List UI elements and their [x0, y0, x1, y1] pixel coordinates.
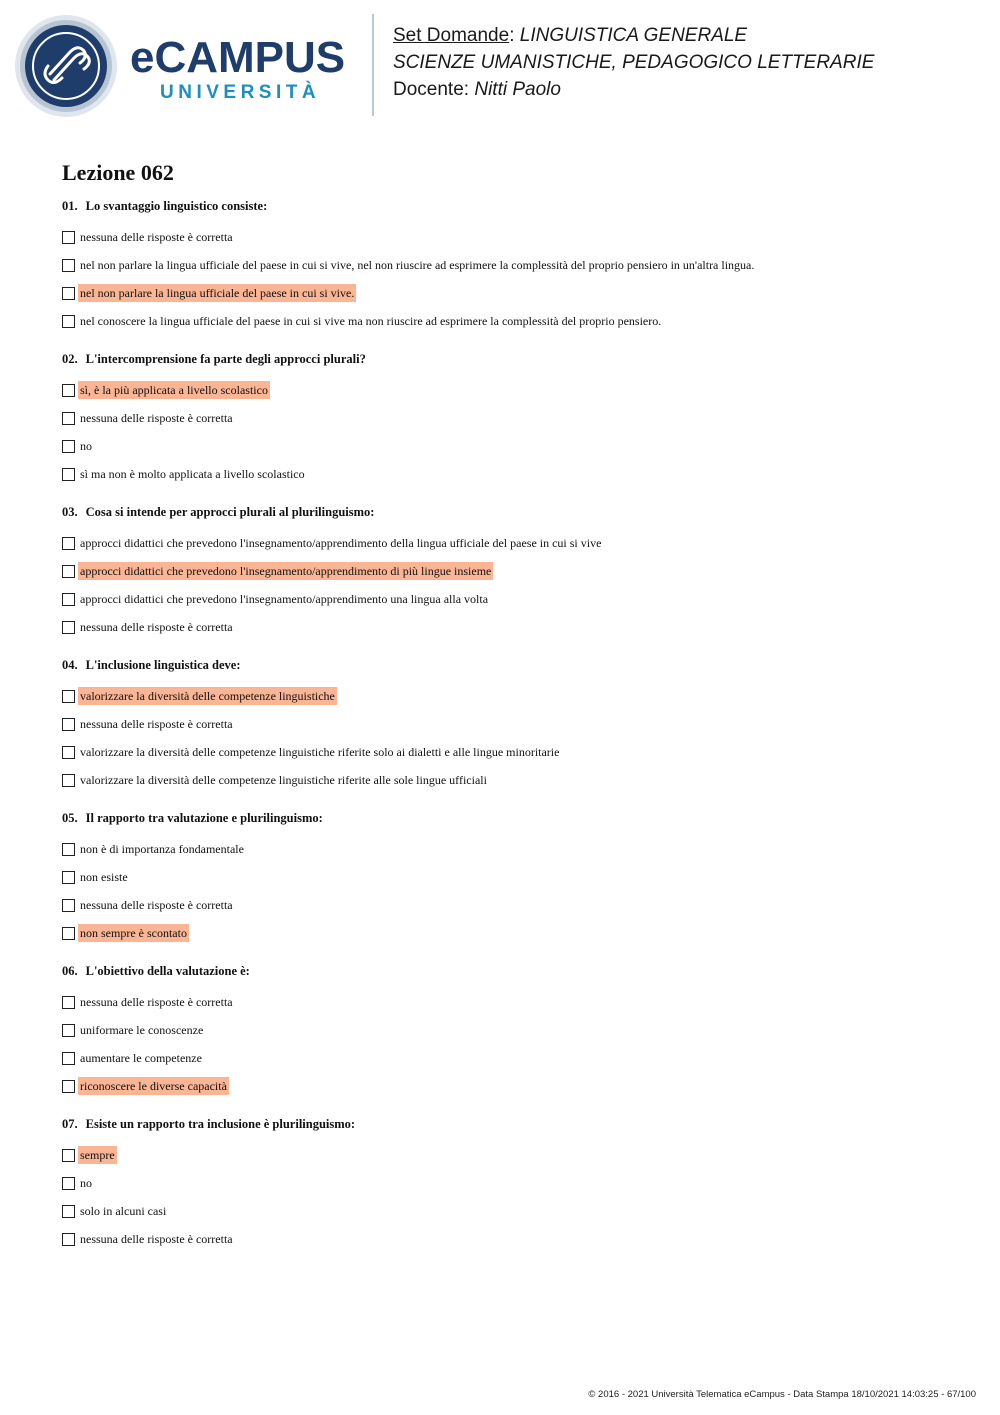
answer-checkbox[interactable]: [62, 1177, 75, 1190]
answer-option: [62, 1225, 962, 1253]
answer-checkbox[interactable]: [62, 996, 75, 1009]
answer-text: nel conoscere la lingua ufficiale del paese in cui si vive ma non riuscire ad esprimere la complessità del proprio pensiero.: [80, 314, 662, 328]
answer-checkbox[interactable]: [62, 1052, 75, 1065]
answer-checkbox[interactable]: [62, 621, 75, 634]
faculty-line: [393, 49, 874, 76]
answer-option: [62, 682, 962, 710]
answer-checkbox[interactable]: [62, 593, 75, 606]
answer-checkbox[interactable]: [62, 537, 75, 550]
answer-text: nessuna delle risposte è corretta: [80, 411, 233, 425]
answer-checkbox[interactable]: [62, 1149, 75, 1162]
question-block: [62, 961, 962, 1100]
answer-option: [62, 432, 962, 460]
answer-option: [62, 863, 962, 891]
question-block: [62, 808, 962, 947]
page-header: [0, 0, 1000, 130]
question-text: [62, 655, 962, 675]
answer-option: [62, 279, 962, 307]
ecampus-logo: [130, 33, 346, 104]
question-block: [62, 196, 962, 335]
header-divider: [372, 14, 374, 116]
answer-option: [62, 1072, 962, 1100]
question-label: Cosa si intende per approcci plurali al plurilinguismo:: [85, 505, 375, 519]
answer-text: non esiste: [80, 870, 128, 884]
course-name: LINGUISTICA GENERALE: [519, 25, 748, 46]
answer-text: valorizzare la diversità delle competenze linguistiche riferite solo ai dialetti e alle lingue minoritarie: [80, 745, 560, 759]
answer-option: [62, 1016, 962, 1044]
answer-checkbox[interactable]: [62, 231, 75, 244]
answer-option: [62, 988, 962, 1016]
answer-text: sì ma non è molto applicata a livello scolastico: [80, 467, 305, 481]
answer-option: [62, 460, 962, 488]
faculty-name: SCIENZE UMANISTICHE, PEDAGOGICO LETTERARIE: [393, 52, 875, 73]
answer-checkbox[interactable]: [62, 440, 75, 453]
answer-option: [62, 404, 962, 432]
answer-text: nessuna delle risposte è corretta: [80, 898, 233, 912]
answer-text-correct: approcci didattici che prevedono l'insegnamento/apprendimento di più lingue insieme: [80, 564, 492, 578]
answer-text-correct: nel non parlare la lingua ufficiale del paese in cui si vive.: [80, 286, 355, 300]
question-number: 05.: [62, 811, 78, 825]
question-number: 03.: [62, 505, 78, 519]
question-number: 04.: [62, 658, 78, 672]
answer-option: [62, 223, 962, 251]
question-block: [62, 349, 962, 488]
question-label: Il rapporto tra valutazione e plurilinguismo:: [85, 811, 323, 825]
answer-text: nel non parlare la lingua ufficiale del paese in cui si vive, nel non riuscire ad esprimere la complessità del proprio pensiero in un'altra lingua.: [80, 258, 755, 272]
question-label: L'obiettivo della valutazione è:: [85, 964, 250, 978]
question-block: [62, 502, 962, 641]
answer-option: [62, 1197, 962, 1225]
answer-text: nessuna delle risposte è corretta: [80, 620, 233, 634]
answer-text: valorizzare la diversità delle competenze linguistiche riferite alle sole lingue ufficiali: [80, 773, 487, 787]
answer-checkbox[interactable]: [62, 1205, 75, 1218]
answer-checkbox[interactable]: [62, 718, 75, 731]
answer-text: no: [80, 1176, 92, 1190]
set-info: [393, 22, 874, 103]
answer-option: [62, 891, 962, 919]
teacher-label: Docente: [393, 79, 464, 100]
question-number: 01.: [62, 199, 78, 213]
answer-option: [62, 585, 962, 613]
answer-text: nessuna delle risposte è corretta: [80, 1232, 233, 1246]
answer-checkbox[interactable]: [62, 384, 75, 397]
question-number: 07.: [62, 1117, 78, 1131]
question-label: L'inclusione linguistica deve:: [85, 658, 241, 672]
answer-text-correct: riconoscere le diverse capacità: [80, 1079, 227, 1093]
question-block: [62, 1114, 962, 1253]
page-footer: © 2016 - 2021 Università Telematica eCampus - Data Stampa 18/10/2021 14:03:25 - 67/100: [588, 1389, 976, 1400]
answer-checkbox[interactable]: [62, 899, 75, 912]
answer-option: [62, 251, 962, 279]
answer-text: approcci didattici che prevedono l'insegnamento/apprendimento della lingua ufficiale del paese in cui si vive: [80, 536, 602, 550]
answer-checkbox[interactable]: [62, 468, 75, 481]
answer-text: uniformare le conoscenze: [80, 1023, 204, 1037]
question-label: L'intercomprensione fa parte degli approcci plurali?: [85, 352, 366, 366]
question-text: [62, 1114, 962, 1134]
question-text: [62, 961, 962, 981]
answer-checkbox[interactable]: [62, 1024, 75, 1037]
logo-sub-text: UNIVERSITÀ: [160, 82, 321, 103]
answer-text: aumentare le competenze: [80, 1051, 202, 1065]
answer-text: nessuna delle risposte è corretta: [80, 230, 233, 244]
answer-option: [62, 613, 962, 641]
answer-option: [62, 919, 962, 947]
answer-checkbox[interactable]: [62, 843, 75, 856]
answer-checkbox[interactable]: [62, 1233, 75, 1246]
answer-text-correct: valorizzare la diversità delle competenze linguistiche: [80, 689, 335, 703]
answer-checkbox[interactable]: [62, 1080, 75, 1093]
lesson-title: Lezione 062: [62, 160, 174, 185]
answer-option: [62, 376, 962, 404]
answer-checkbox[interactable]: [62, 871, 75, 884]
answer-option: [62, 529, 962, 557]
answer-option: [62, 710, 962, 738]
answer-option: [62, 557, 962, 585]
answer-text-correct: non sempre è scontato: [80, 926, 187, 940]
question-label: Esiste un rapporto tra inclusione è plurilinguismo:: [85, 1117, 356, 1131]
teacher-line: Docente: Nitti Paolo: [393, 79, 561, 100]
answer-option: [62, 1169, 962, 1197]
set-label: Set Domande: [393, 25, 510, 46]
answer-option: [62, 1044, 962, 1072]
answer-checkbox[interactable]: [62, 565, 75, 578]
question-text: [62, 502, 962, 522]
answer-checkbox[interactable]: [62, 774, 75, 787]
answer-text: non è di importanza fondamentale: [80, 842, 244, 856]
answer-text-correct: sempre: [80, 1148, 115, 1162]
answer-text: nessuna delle risposte è corretta: [80, 995, 233, 1009]
answer-checkbox[interactable]: [62, 287, 75, 300]
question-list: [62, 196, 962, 1267]
question-block: [62, 655, 962, 794]
answer-checkbox[interactable]: [62, 412, 75, 425]
answer-checkbox[interactable]: [62, 746, 75, 759]
answer-option: [62, 738, 962, 766]
answer-text: nessuna delle risposte è corretta: [80, 717, 233, 731]
answer-text-correct: sì, è la più applicata a livello scolastico: [80, 383, 268, 397]
question-text: [62, 196, 962, 216]
answer-text: no: [80, 439, 92, 453]
question-text: [62, 349, 962, 369]
answer-text: approcci didattici che prevedono l'insegnamento/apprendimento una lingua alla volta: [80, 592, 489, 606]
answer-option: [62, 1141, 962, 1169]
question-number: 02.: [62, 352, 78, 366]
answer-checkbox[interactable]: [62, 927, 75, 940]
answer-checkbox[interactable]: [62, 259, 75, 272]
answer-option: [62, 766, 962, 794]
answer-checkbox[interactable]: [62, 690, 75, 703]
ecampus-seal-icon: [14, 14, 118, 118]
logo-brand-text: eCAMPUS: [130, 33, 346, 82]
answer-option: [62, 835, 962, 863]
question-number: 06.: [62, 964, 78, 978]
set-line: Set Domande: LINGUISTICA GENERALE: [393, 25, 748, 46]
answer-option: [62, 307, 962, 335]
answer-text: solo in alcuni casi: [80, 1204, 167, 1218]
question-text: [62, 808, 962, 828]
answer-checkbox[interactable]: [62, 315, 75, 328]
question-label: Lo svantaggio linguistico consiste:: [85, 199, 268, 213]
teacher-name: Nitti Paolo: [474, 79, 561, 100]
